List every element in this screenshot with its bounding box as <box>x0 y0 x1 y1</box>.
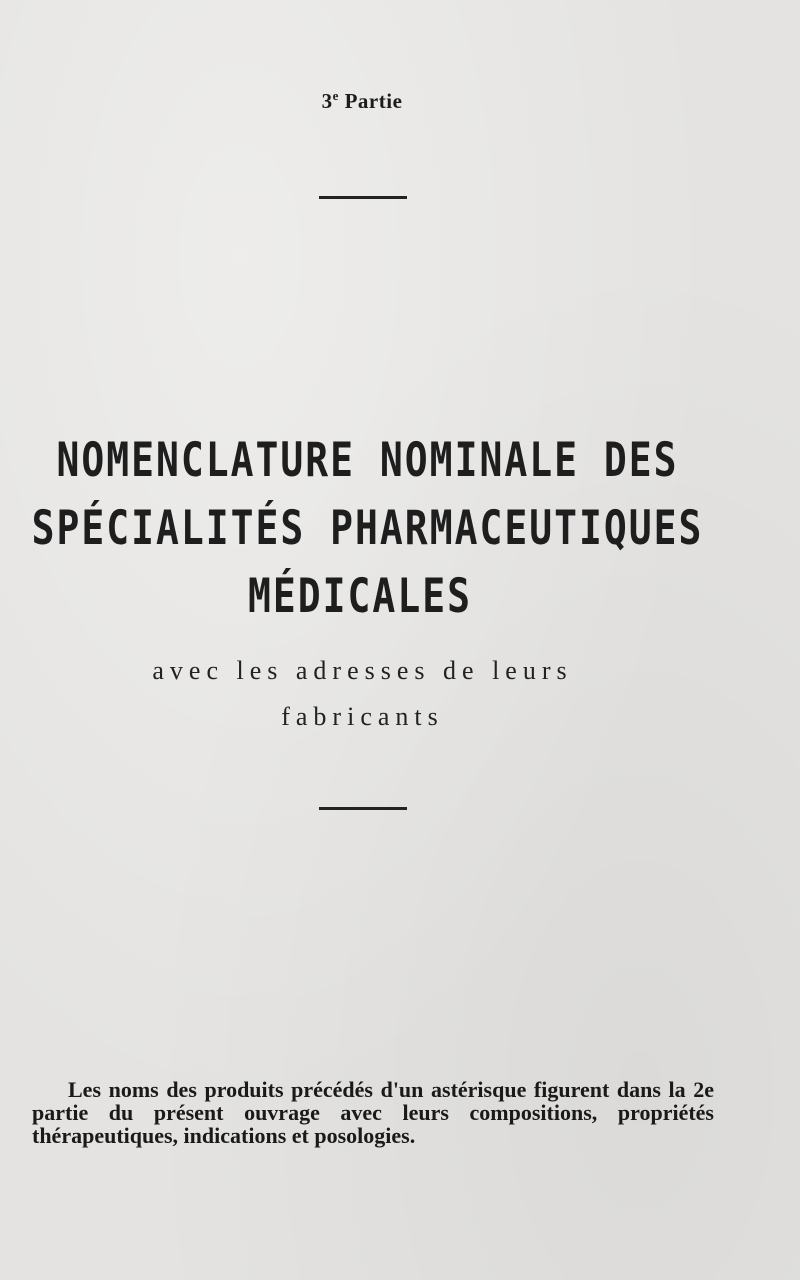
part-number-suffix: e <box>332 88 339 103</box>
footnote-text: Les noms des produits précédés d'un astérisque figurent dans la 2e partie du présent ouvrage avec leurs compositions, propriétés thérapeutiques, indications et posologies. <box>32 1077 714 1148</box>
title-line-3: MÉDICALES <box>248 568 472 623</box>
subtitle-line-2: fabricants <box>281 702 444 731</box>
title-line-1: NOMENCLATURE NOMINALE DES <box>56 432 679 487</box>
top-divider <box>319 196 407 199</box>
part-number: 3 <box>321 89 333 113</box>
part-label: Partie <box>344 89 403 113</box>
subtitle-line-1: avec les adresses de leurs <box>152 656 573 685</box>
footnote-paragraph <box>32 1078 714 1147</box>
bottom-divider <box>319 807 407 810</box>
part-heading <box>0 88 724 114</box>
title-line-2: SPÉCIALITÉS PHARMACEUTIQUES <box>31 500 704 555</box>
